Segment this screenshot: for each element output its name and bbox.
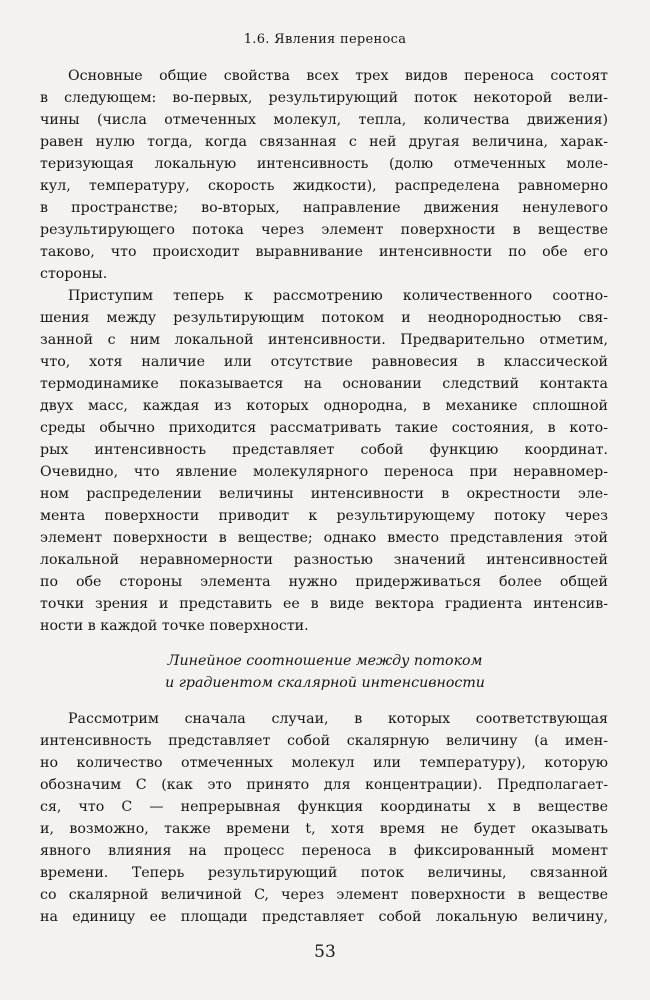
paragraph-1-line: таково, что происходит выравнивание интенсивности по обе его <box>40 244 608 260</box>
paragraph-2-line: что, хотя наличие или отсутствие равновесия в классической <box>40 354 608 370</box>
paragraph-2-line: локальной неравномерности разностью значений интенсивностей <box>40 552 608 568</box>
paragraph-2-line: Очевидно, что явление молекулярного переноса при неравномер- <box>40 464 608 480</box>
paragraph-2-line: шения между результирующим потоком и неоднородностью свя- <box>40 310 608 326</box>
paragraph-1-line: результирующего потока через элемент поверхности в веществе <box>40 222 608 238</box>
paragraph-3-line: явного влияния на процесс переноса в фиксированный момент <box>40 843 608 859</box>
running-head: 1.6. Явления переноса <box>243 32 407 47</box>
paragraph-3-line: на единицу ее площади представляет собой локальную величину, <box>40 909 608 925</box>
paragraph-1-line: теризующая локальную интенсивность (долю отмеченных моле- <box>40 156 608 172</box>
paragraph-2-line: термодинамике показывается на основании следствий контакта <box>40 376 608 392</box>
paragraph-2-line: элемент поверхности в веществе; однако вместо представления этой <box>40 530 608 546</box>
paragraph-1-line: стороны. <box>40 266 108 282</box>
paragraph-2-line: среды обычно приходится рассматривать такие состояния, в кото- <box>40 420 608 436</box>
paragraph-2-line: занной с ним локальной интенсивности. Предварительно отметим, <box>40 332 608 348</box>
paragraph-3-line: Рассмотрим сначала случаи, в которых соответствующая <box>68 711 608 727</box>
paragraph-3-line: ся, что C — непрерывная функция координаты x в веществе <box>40 799 608 815</box>
paragraph-2-line: точки зрения и представить ее в виде вектора градиента интенсив- <box>40 596 608 612</box>
paragraph-2-line: ном распределении величины интенсивности в окрестности эле- <box>40 486 608 502</box>
paragraph-1-line: в пространстве; во-вторых, направление движения ненулевого <box>40 200 608 216</box>
paragraph-2-line: по обе стороны элемента нужно придерживаться более общей <box>40 574 608 590</box>
paragraph-3-line: со скалярной величиной C, через элемент поверхности в веществе <box>40 887 608 903</box>
paragraph-1-line: Основные общие свойства всех трех видов переноса состоят <box>68 68 608 84</box>
paragraph-3-line: времени. Теперь результирующий поток величины, связанной <box>40 865 608 881</box>
paragraph-3-line: но количество отмеченных молекул или температуру), которую <box>40 755 608 771</box>
paragraph-2-line: Приступим теперь к рассмотрению количественного соотно- <box>68 288 608 304</box>
paragraph-2-line: мента поверхности приводит к результирующему потоку через <box>40 508 608 524</box>
section-heading-line-2: и градиентом скалярной интенсивности <box>165 675 485 691</box>
paragraph-1-line: равен нулю тогда, когда связанная с ней другая величина, харак- <box>40 134 608 150</box>
page-number: 53 <box>314 942 336 962</box>
paragraph-3-line: и, возможно, также времени t, хотя время не будет оказывать <box>40 821 608 837</box>
paragraph-3-line: обозначим C (как это принято для концентрации). Предполагает- <box>40 777 608 793</box>
section-heading-line-1: Линейное соотношение между потоком <box>167 653 483 669</box>
paragraph-2-line: ности в каждой точке поверхности. <box>40 618 309 634</box>
paragraph-1-line: кул, температуру, скорость жидкости), распределена равномерно <box>40 178 608 194</box>
paragraph-3-line: интенсивность представляет собой скалярную величину (а имен- <box>40 733 608 749</box>
paragraph-1-line: в следующем: во-первых, результирующий поток некоторой вели- <box>40 90 608 106</box>
paragraph-2-line: двух масс, каждая из которых однородна, в механике сплошной <box>40 398 608 414</box>
paragraph-2-line: рых интенсивность представляет собой функцию координат. <box>40 442 608 458</box>
paragraph-1-line: чины (числа отмеченных молекул, тепла, количества движения) <box>40 112 608 128</box>
